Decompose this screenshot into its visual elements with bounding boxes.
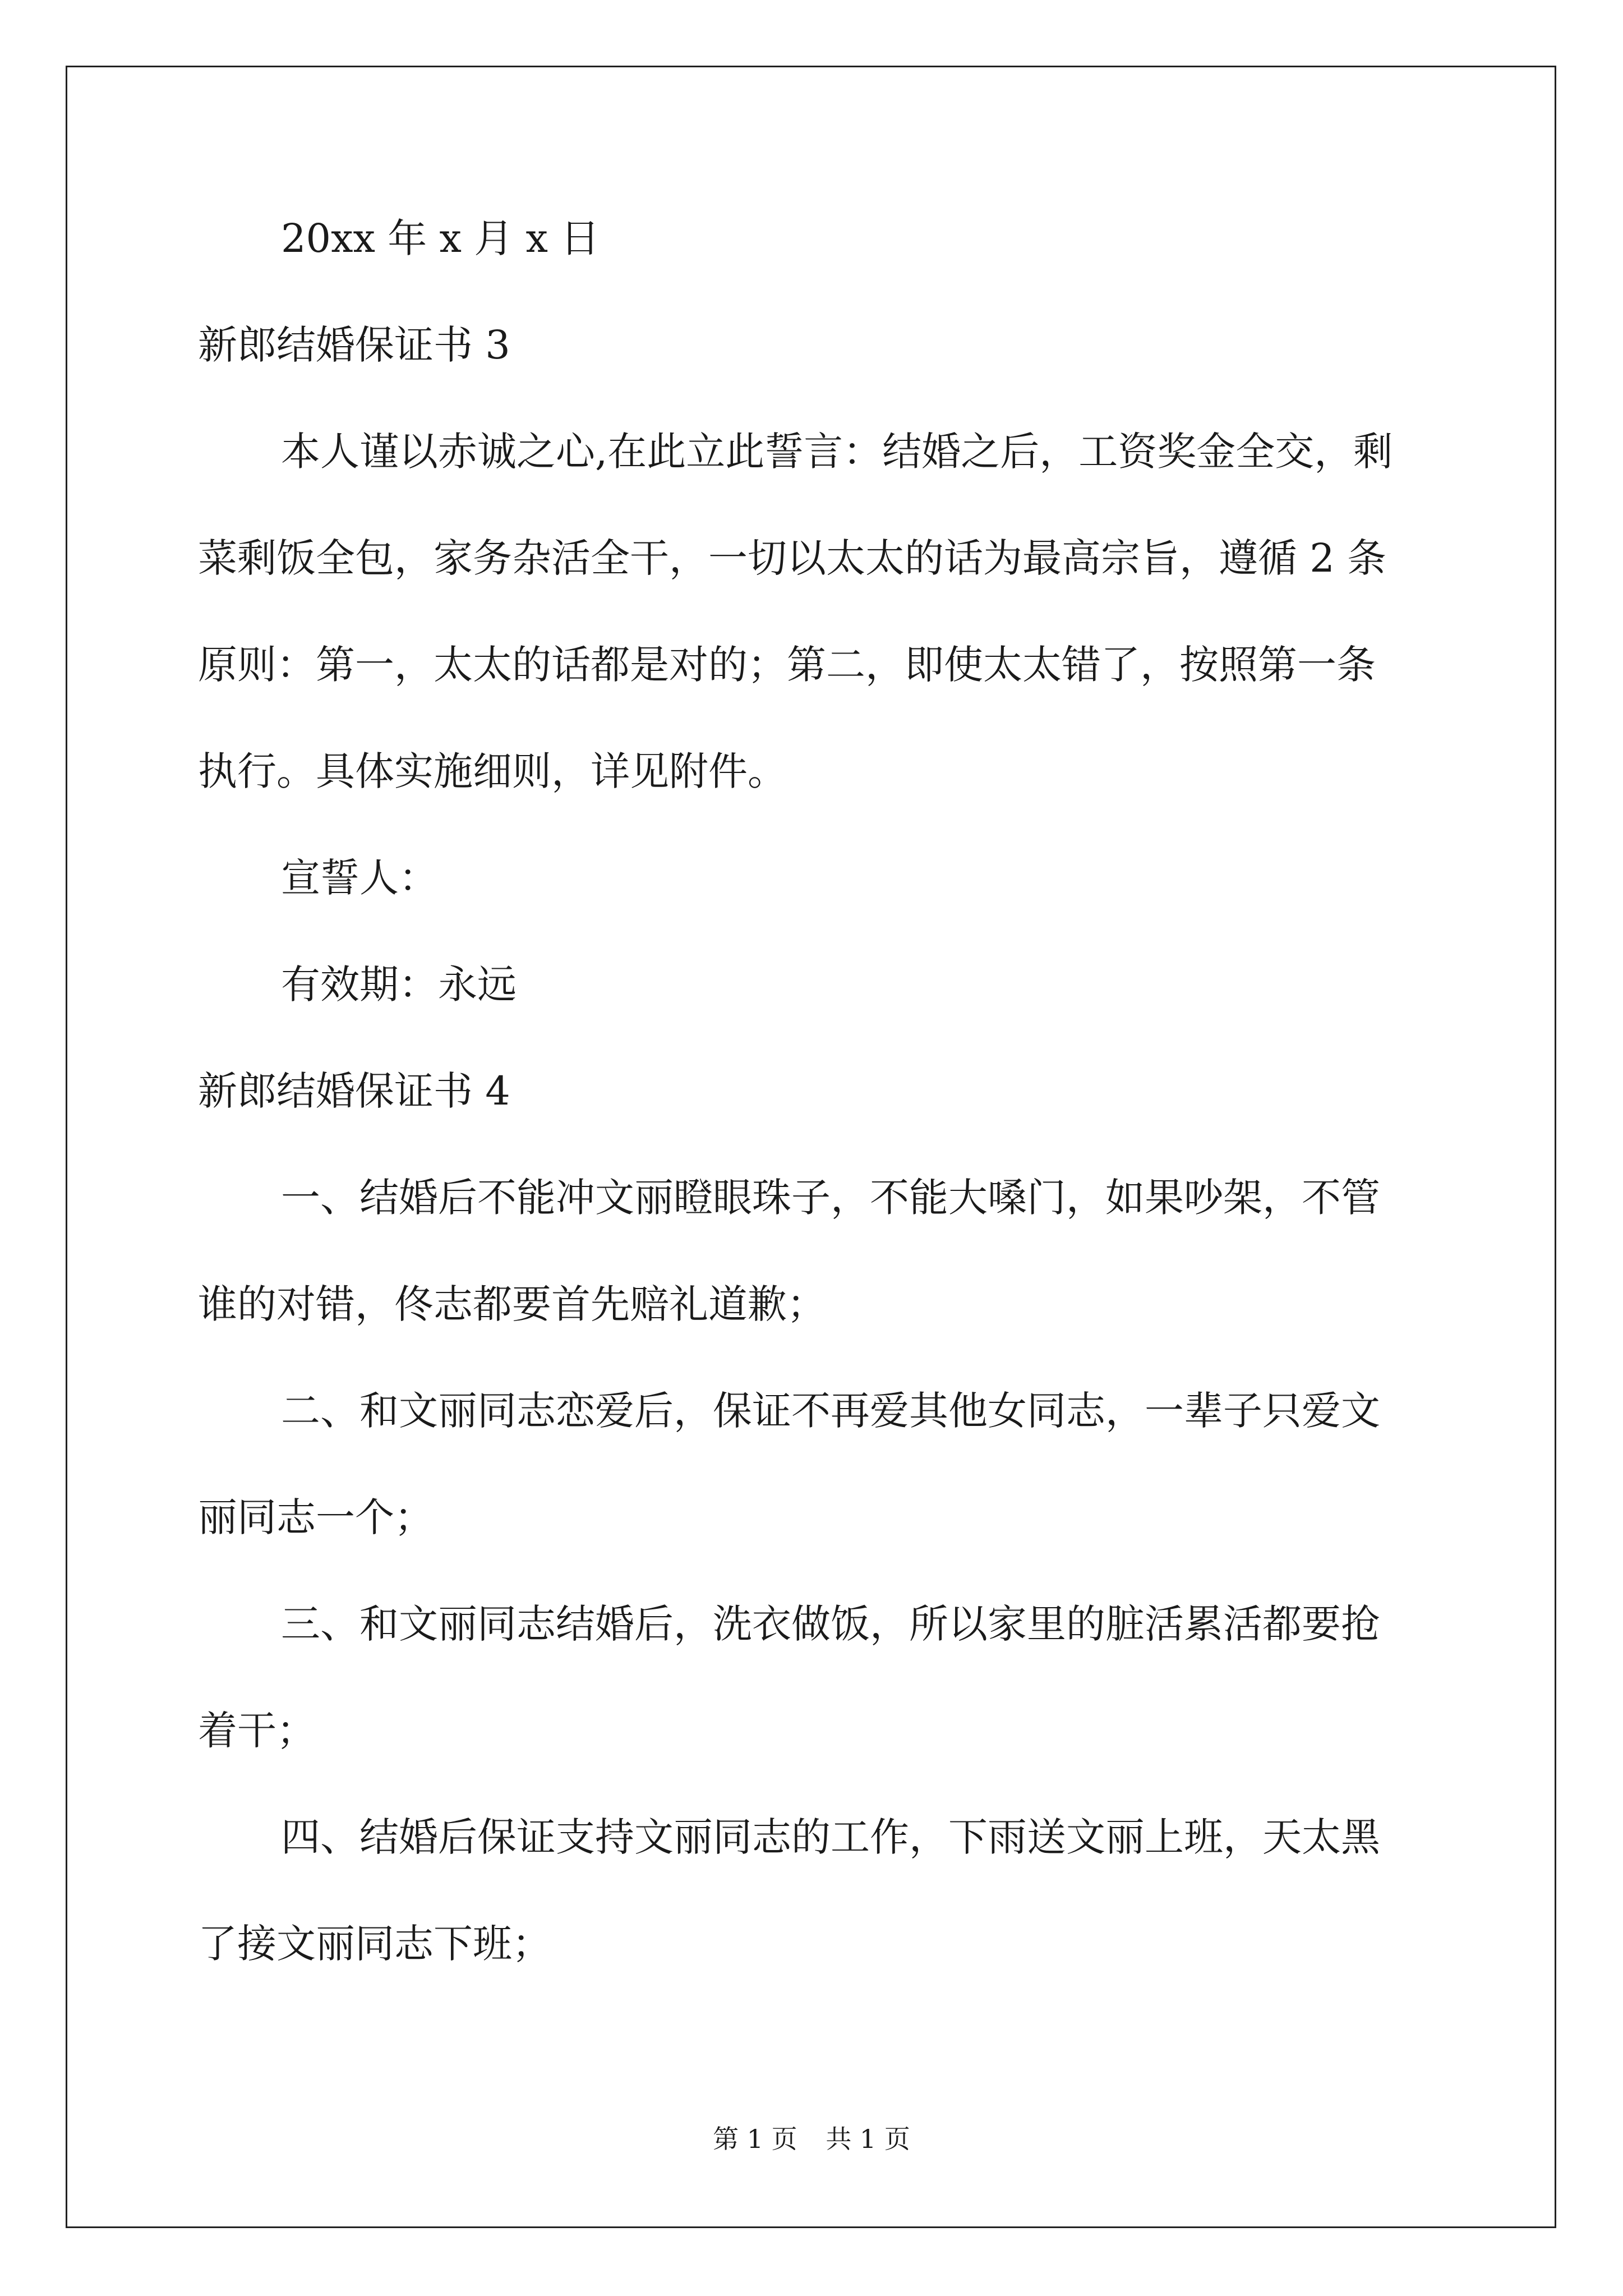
oath-taker-line: 宣誓人： xyxy=(281,855,438,901)
item-line: 了接文丽同志下班； xyxy=(198,1921,551,1967)
item-line: 丽同志一个； xyxy=(198,1494,434,1540)
item-line: 三、和文丽同志结婚后，洗衣做饭，所以家里的脏活累活都要抢 xyxy=(281,1601,1380,1647)
paragraph-line: 菜剩饭全包，家务杂活全干，一切以太太的话为最高宗旨，遵循 2 条 xyxy=(198,535,1387,581)
section-4-title: 新郎结婚保证书 4 xyxy=(198,1068,510,1114)
page-footer xyxy=(0,2126,1623,2152)
section-4-item-3 xyxy=(198,1601,1432,1754)
date-line: 20xx 年 x 月 x 日 xyxy=(281,215,600,261)
item-line: 着干； xyxy=(198,1708,316,1754)
paragraph-line: 本人谨以赤诚之心,在此立此誓言：结婚之后，工资奖金全交，剩 xyxy=(281,429,1393,475)
page-total: 共 1 页 xyxy=(826,2124,910,2154)
page-number: 第 1 页 xyxy=(713,2124,797,2154)
document-body xyxy=(198,215,1432,1967)
section-4-item-4 xyxy=(198,1814,1432,1967)
item-line: 谁的对错，佟志都要首先赔礼道歉； xyxy=(198,1281,826,1327)
section-3-title: 新郎结婚保证书 3 xyxy=(198,322,510,368)
paragraph-line: 执行。具体实施细则，详见附件。 xyxy=(198,748,787,794)
item-line: 二、和文丽同志恋爱后，保证不再爱其他女同志，一辈子只爱文 xyxy=(281,1388,1380,1434)
item-line: 一、结婚后不能冲文丽瞪眼珠子，不能大嗓门，如果吵架，不管 xyxy=(281,1175,1380,1221)
section-4-item-2 xyxy=(198,1388,1432,1540)
validity-line: 有效期：永远 xyxy=(281,961,517,1007)
item-line: 四、结婚后保证支持文丽同志的工作，下雨送文丽上班，天太黑 xyxy=(281,1814,1380,1860)
section-3-paragraph xyxy=(198,429,1432,794)
section-4-item-1 xyxy=(198,1175,1432,1327)
paragraph-line: 原则：第一，太太的话都是对的；第二，即使太太错了，按照第一条 xyxy=(198,642,1376,688)
